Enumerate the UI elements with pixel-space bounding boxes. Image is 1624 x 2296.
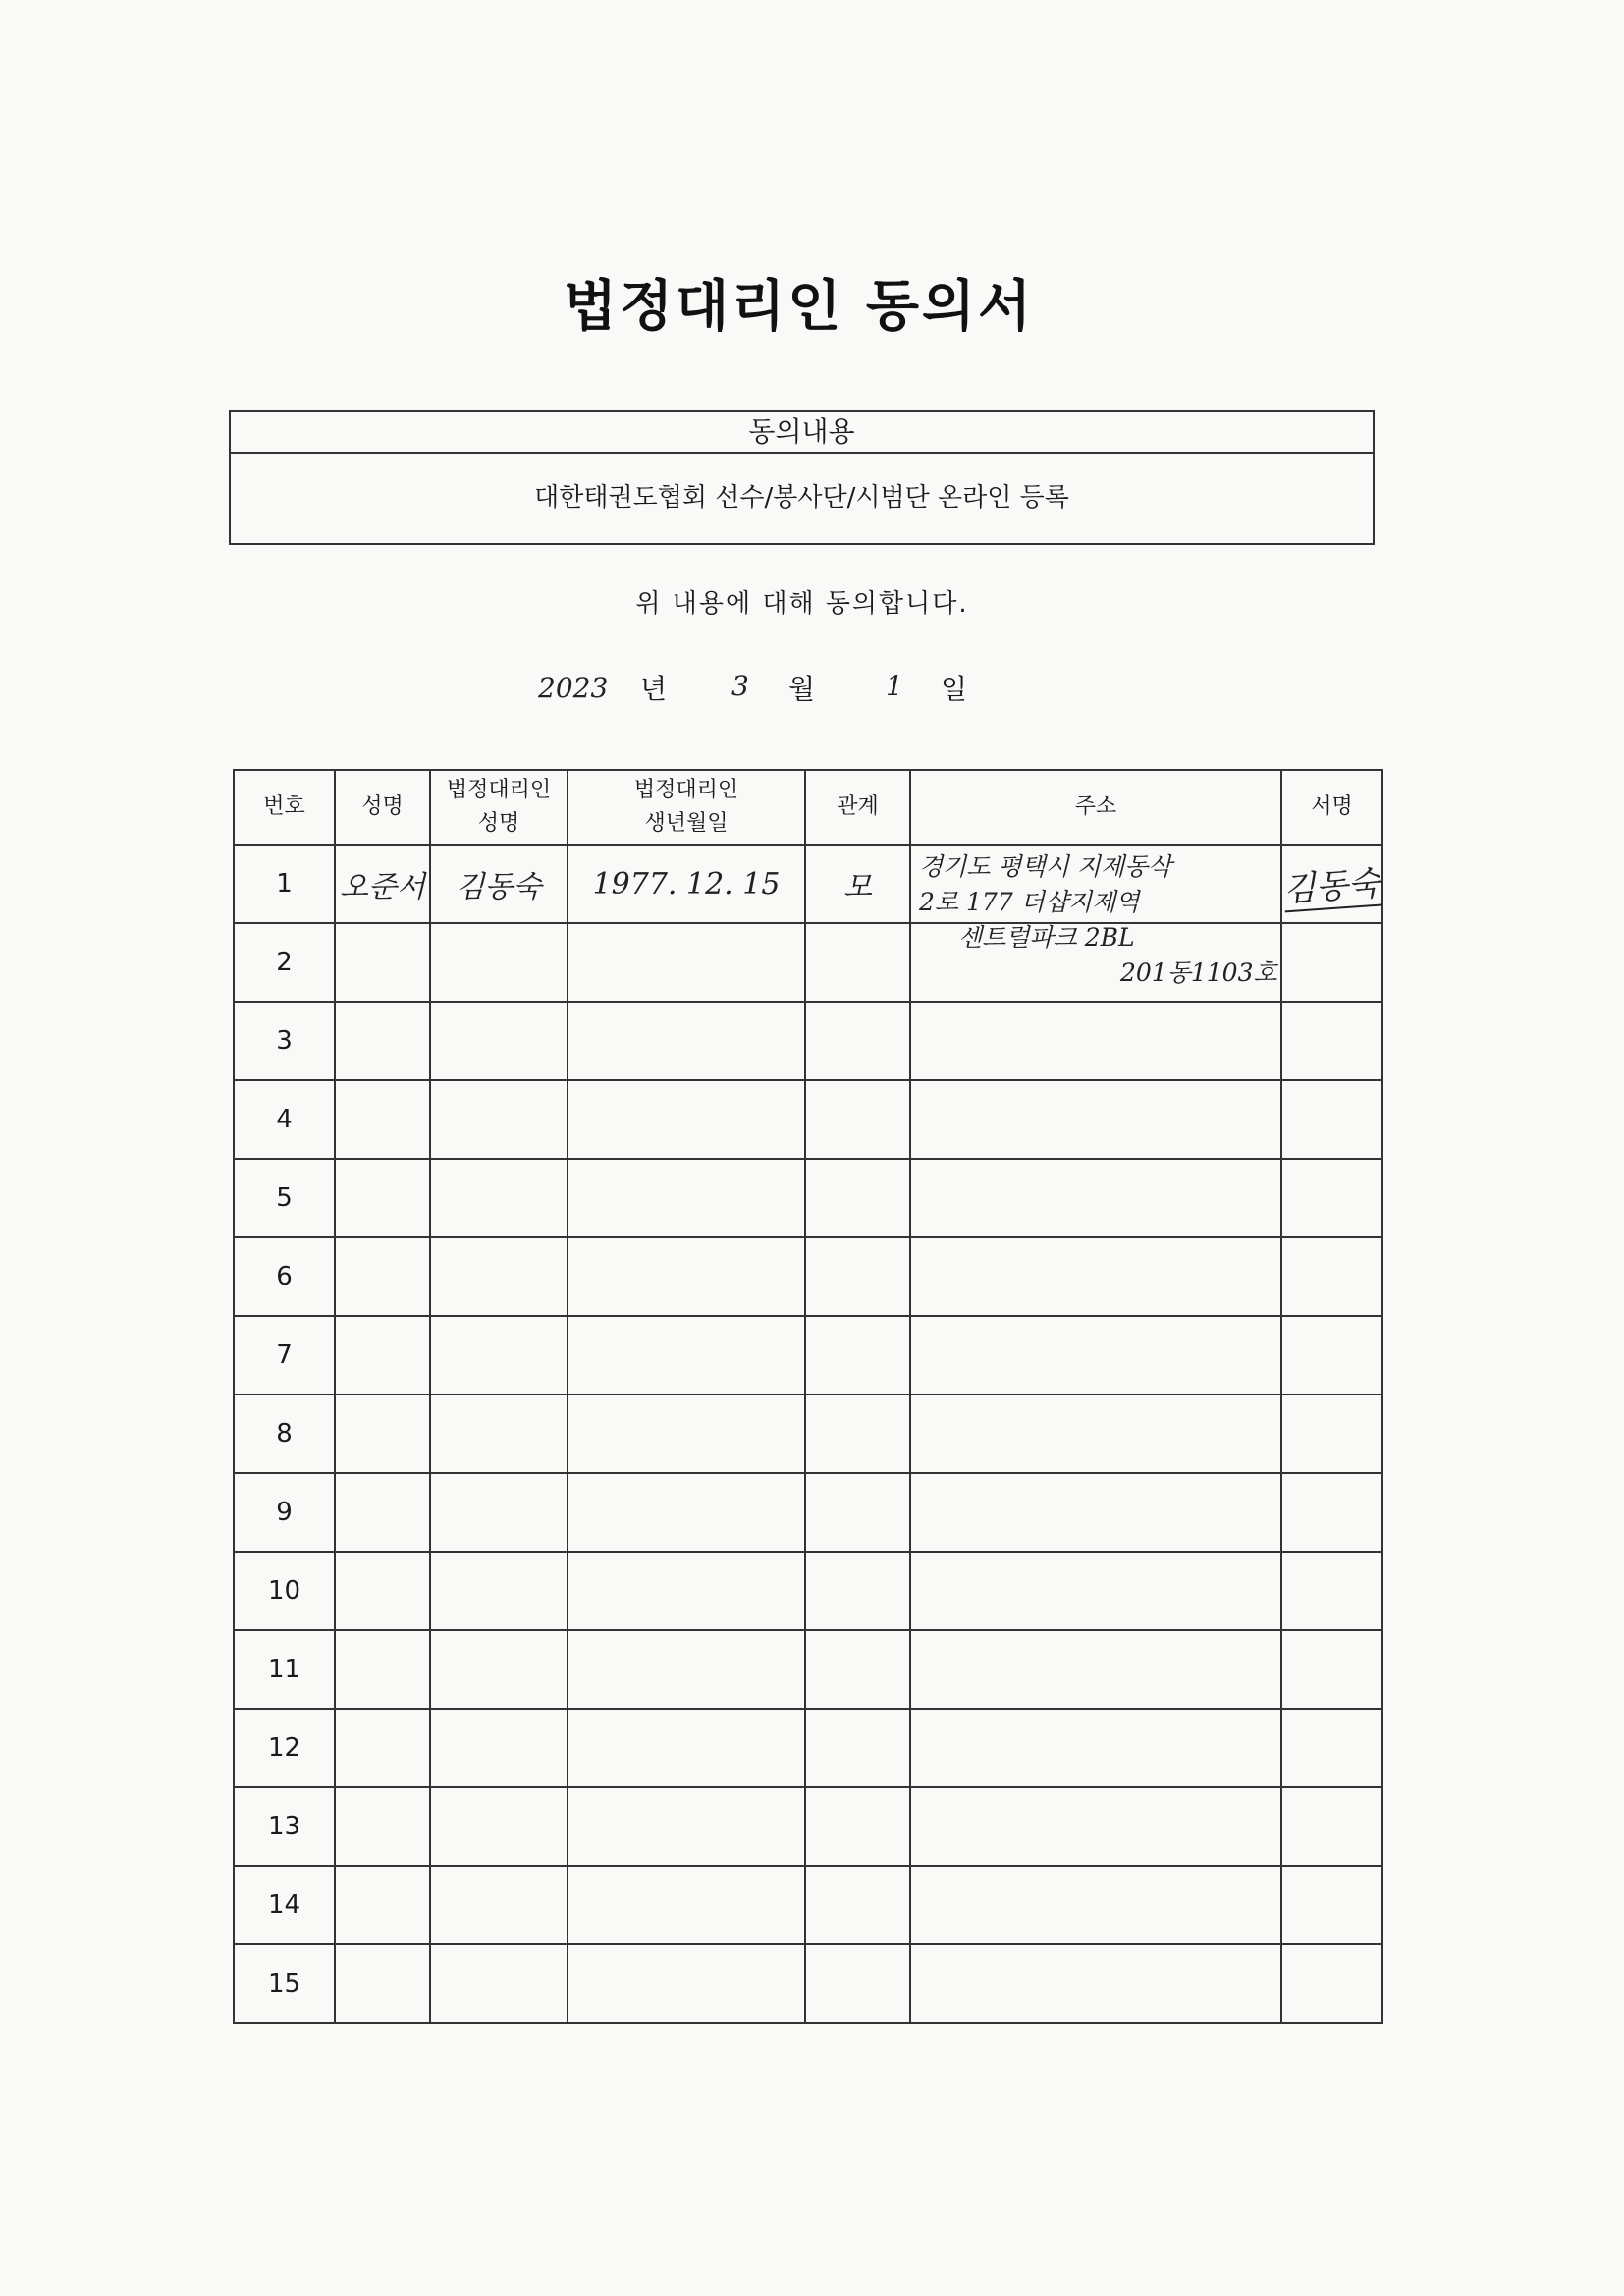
row-name: 오준서	[335, 845, 430, 923]
row-rep-name	[430, 1709, 568, 1787]
row-rep-birth	[568, 1866, 805, 1944]
row-number: 1	[234, 845, 335, 923]
row-address	[910, 1552, 1281, 1630]
table-row	[234, 1552, 1382, 1630]
row-number: 10	[234, 1552, 335, 1630]
page-title: 법정대리인 동의서	[563, 275, 1035, 339]
row-number: 15	[234, 1944, 335, 2023]
row-rep-birth	[568, 1316, 805, 1394]
row-number: 3	[234, 1002, 335, 1080]
row-signature	[1281, 923, 1382, 1002]
row-rep-birth	[568, 1237, 805, 1316]
row-signature	[1281, 1552, 1382, 1630]
date-day: 1	[886, 670, 903, 702]
header-rep-name-line2: 성명	[477, 811, 520, 836]
consent-header: 동의내용	[231, 412, 1373, 454]
table-header-row	[234, 770, 1382, 845]
row-name	[335, 1394, 430, 1473]
row-address	[910, 1709, 1281, 1787]
table-row	[234, 1080, 1382, 1159]
row-number: 4	[234, 1080, 335, 1159]
row-signature	[1281, 1944, 1382, 2023]
row-relation	[805, 1630, 910, 1709]
table-row	[234, 1709, 1382, 1787]
row-signature	[1281, 1002, 1382, 1080]
row-signature	[1281, 1237, 1382, 1316]
row-signature	[1281, 1080, 1382, 1159]
row-rep-birth	[568, 1473, 805, 1552]
row-rep-name	[430, 1866, 568, 1944]
header-name: 성명	[335, 770, 430, 845]
consent-box	[229, 410, 1375, 545]
row-name	[335, 1866, 430, 1944]
row-rep-birth	[568, 1709, 805, 1787]
row-rep-birth	[568, 1159, 805, 1237]
row-rep-birth	[568, 923, 805, 1002]
row-address	[910, 1866, 1281, 1944]
header-relation: 관계	[805, 770, 910, 845]
header-rep-birth-line1: 법정대리인	[633, 778, 739, 802]
header-rep-name	[430, 770, 568, 845]
row-relation	[805, 1552, 910, 1630]
handwritten-signature: 김동숙	[1282, 855, 1382, 912]
row-rep-name	[430, 1316, 568, 1394]
row-rep-name	[430, 1237, 568, 1316]
row-number: 13	[234, 1787, 335, 1866]
row-relation	[805, 1394, 910, 1473]
table-row	[234, 1787, 1382, 1866]
row-name	[335, 1080, 430, 1159]
address-line: 센트럴파크 2BL	[958, 923, 1135, 952]
row-address	[910, 1944, 1281, 2023]
row-rep-name	[430, 1080, 568, 1159]
row-name	[335, 1237, 430, 1316]
row-name	[335, 1159, 430, 1237]
date-month: 3	[731, 670, 749, 702]
row-relation	[805, 1473, 910, 1552]
address-line: 경기도 평택시 지제동삭	[919, 852, 1172, 881]
row-address	[910, 1237, 1281, 1316]
row-rep-birth	[568, 1002, 805, 1080]
row-rep-birth: 1977. 12. 15	[568, 845, 805, 923]
row-rep-name	[430, 1630, 568, 1709]
row-rep-name	[430, 1394, 568, 1473]
row-name	[335, 1002, 430, 1080]
row-number: 12	[234, 1709, 335, 1787]
row-name	[335, 1552, 430, 1630]
row-name	[335, 1630, 430, 1709]
row-address	[910, 1787, 1281, 1866]
table-row	[234, 1316, 1382, 1394]
address-text	[919, 849, 1284, 991]
table-row	[234, 1630, 1382, 1709]
row-signature	[1281, 1787, 1382, 1866]
table-row	[234, 1002, 1382, 1080]
row-signature	[1281, 1159, 1382, 1237]
row-rep-birth	[568, 1394, 805, 1473]
row-address	[910, 1473, 1281, 1552]
row-rep-name: 김동숙	[430, 845, 568, 923]
row-relation	[805, 1159, 910, 1237]
row-number: 14	[234, 1866, 335, 1944]
row-signature	[1281, 1866, 1382, 1944]
row-rep-name	[430, 1002, 568, 1080]
date-month-unit: 월	[788, 673, 816, 705]
row-signature	[1281, 845, 1382, 923]
row-relation: 모	[805, 845, 910, 923]
row-rep-name	[430, 1552, 568, 1630]
date-line	[0, 668, 1624, 717]
row-relation	[805, 1237, 910, 1316]
row-address	[910, 1080, 1281, 1159]
consent-content: 대한태권도협회 선수/봉사단/시범단 온라인 등록	[534, 483, 1069, 513]
row-signature	[1281, 1630, 1382, 1709]
row-number: 7	[234, 1316, 335, 1394]
row-number: 6	[234, 1237, 335, 1316]
row-number: 11	[234, 1630, 335, 1709]
agreement-statement: 위 내용에 대해 동의합니다.	[635, 589, 969, 619]
row-rep-birth	[568, 1552, 805, 1630]
row-rep-name	[430, 1473, 568, 1552]
row-relation	[805, 1787, 910, 1866]
row-rep-birth	[568, 1787, 805, 1866]
address-line: 201동1103호	[1120, 958, 1277, 987]
row-address	[910, 1316, 1281, 1394]
row-number: 9	[234, 1473, 335, 1552]
row-address	[910, 845, 1281, 987]
table-row	[234, 1394, 1382, 1473]
row-signature	[1281, 1316, 1382, 1394]
row-relation	[805, 1944, 910, 2023]
row-relation	[805, 1709, 910, 1787]
row-rep-birth	[568, 1080, 805, 1159]
table-row	[234, 845, 1382, 923]
row-address	[910, 1630, 1281, 1709]
header-number: 번호	[234, 770, 335, 845]
date-day-unit: 일	[941, 673, 968, 705]
row-address	[910, 1159, 1281, 1237]
address-line: 2로 177 더샵지제역	[919, 888, 1140, 916]
row-rep-name	[430, 1787, 568, 1866]
row-name	[335, 1473, 430, 1552]
row-relation	[805, 1866, 910, 1944]
header-address: 주소	[910, 770, 1281, 845]
table-row	[234, 1237, 1382, 1316]
row-address	[910, 1002, 1281, 1080]
row-signature	[1281, 1473, 1382, 1552]
row-signature	[1281, 1709, 1382, 1787]
header-rep-name-line1: 법정대리인	[446, 778, 552, 802]
row-number: 8	[234, 1394, 335, 1473]
row-name	[335, 1944, 430, 2023]
date-year: 2023	[538, 672, 609, 704]
row-rep-name	[430, 1944, 568, 2023]
row-rep-birth	[568, 1630, 805, 1709]
consent-table	[233, 769, 1383, 2024]
table-row	[234, 1866, 1382, 1944]
row-name	[335, 923, 430, 1002]
header-rep-birth	[568, 770, 805, 845]
row-relation	[805, 1316, 910, 1394]
header-signature: 서명	[1281, 770, 1382, 845]
table-row	[234, 1473, 1382, 1552]
row-name	[335, 1316, 430, 1394]
row-number: 5	[234, 1159, 335, 1237]
row-relation	[805, 1080, 910, 1159]
row-relation	[805, 923, 910, 1002]
header-rep-birth-line2: 생년월일	[644, 811, 729, 836]
row-name	[335, 1787, 430, 1866]
row-number: 2	[234, 923, 335, 1002]
row-relation	[805, 1002, 910, 1080]
row-rep-name	[430, 1159, 568, 1237]
row-rep-name	[430, 923, 568, 1002]
date-year-unit: 년	[640, 673, 668, 705]
table-row	[234, 1159, 1382, 1237]
row-rep-birth	[568, 1944, 805, 2023]
row-signature	[1281, 1394, 1382, 1473]
table-row	[234, 1944, 1382, 2023]
row-address	[910, 1394, 1281, 1473]
row-name	[335, 1709, 430, 1787]
